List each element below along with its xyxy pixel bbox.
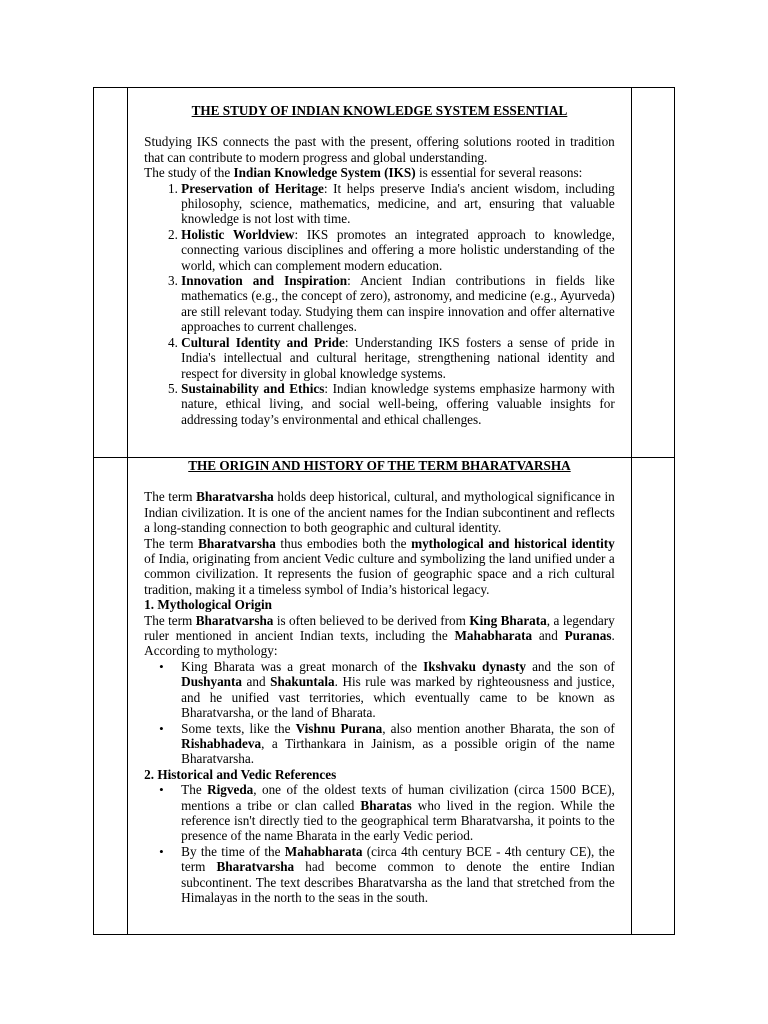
list-item: • Some texts, like the Vishnu Purana, also mention another Bharata, the son of Rishabhadeva, a Tirthankara in Jainism, as a possible origin of the name Bharatvarsha. (181, 721, 615, 767)
list-item: • The Rigveda, one of the oldest texts of human civilization (circa 1500 BCE), mentions a tribe or clan called Bharatas who lived in the region. While the reference isn't directly tied to the geographical term Bharatvarsha, it points to the presence of the name Bharata in the early Vedic period. (181, 782, 615, 844)
section-title-bharatvarsha: THE ORIGIN AND HISTORY OF THE TERM BHARATVARSHA (188, 458, 571, 473)
section-title-iks: THE STUDY OF INDIAN KNOWLEDGE SYSTEM ESSENTIAL (191, 103, 568, 118)
right-cell (631, 458, 674, 935)
lead-paragraph: The study of the Indian Knowledge System (IKS) is essential for several reasons: (144, 165, 583, 181)
document-table (93, 87, 675, 935)
list-item: 4. Cultural Identity and Pride: Understanding IKS fosters a sense of pride in India's intellectual and cultural heritage, strengthening national identity and respect for diversity in global knowledge systems. (181, 335, 615, 381)
intro-paragraph: Studying IKS connects the past with the present, offering solutions rooted in tradition that can contribute to modern progress and global understanding. (144, 134, 615, 165)
list-item: 1. Preservation of Heritage: It helps preserve India's ancient wisdom, including philosophy, science, mathematics, medicine, and art, ensuring that valuable knowledge is not lost with time. (181, 181, 615, 227)
content-cell-iks (128, 88, 632, 458)
subheading-mythological: 1. Mythological Origin (144, 597, 273, 613)
subheading-historical: 2. Historical and Vedic References (144, 766, 337, 782)
paragraph: The term Bharatvarsha holds deep historical, cultural, and mythological significance in Indian civilization. It is one of the ancient names for the Indian subcontinent and reflects a long-standing connection to both geographic and cultural identity. (144, 489, 615, 536)
list-item: 5. Sustainability and Ethics: Indian knowledge systems emphasize harmony with nature, ethical living, and social well-being, offering valuable insights for addressing today’s environmental and ethical challenges. (181, 381, 615, 427)
list-item: • King Bharata was a great monarch of the Ikshvaku dynasty and the son of Dushyanta and Shakuntala. His rule was marked by righteousness and justice, and he unified vast territories, which eventually came to be known as Bharatvarsha, or the land of Bharata. (181, 659, 615, 721)
table-row (94, 88, 675, 458)
list-item: 2. Holistic Worldview: IKS promotes an integrated approach to knowledge, connecting various disciplines and offering a more holistic understanding of the world, which can complement modern education. (181, 227, 615, 273)
historical-list (144, 782, 615, 905)
mythology-list (144, 659, 615, 767)
paragraph: The term Bharatvarsha is often believed to be derived from King Bharata, a legendary ruler mentioned in ancient Indian texts, including the Mahabharata and Puranas. According to mythology: (144, 612, 615, 659)
paragraph: The term Bharatvarsha thus embodies both the mythological and historical identity of India, originating from ancient Vedic culture and symbolizing the land unified under a common civilization. It represents the fusion of geographic space and a rich cultural tradition, making it a timeless symbol of India’s historical legacy. (144, 535, 615, 597)
reasons-list (144, 181, 615, 428)
right-cell (631, 88, 674, 458)
left-cell (94, 458, 128, 935)
table-row (94, 458, 675, 935)
content-cell-bharatvarsha (128, 458, 632, 935)
list-item: 3. Innovation and Inspiration: Ancient Indian contributions in fields like mathematics (e.g., the concept of zero), astronomy, and medicine (e.g., Ayurveda) are still relevant today. Studying them can inspire innovation and offer alternative approaches to current challenges. (181, 273, 615, 335)
left-cell (94, 88, 128, 458)
list-item: • By the time of the Mahabharata (circa 4th century BCE - 4th century CE), the term Bharatvarsha had become common to denote the entire Indian subcontinent. The text describes Bharatvarsha as the land that stretched from the Himalayas in the north to the seas in the south. (181, 844, 615, 906)
